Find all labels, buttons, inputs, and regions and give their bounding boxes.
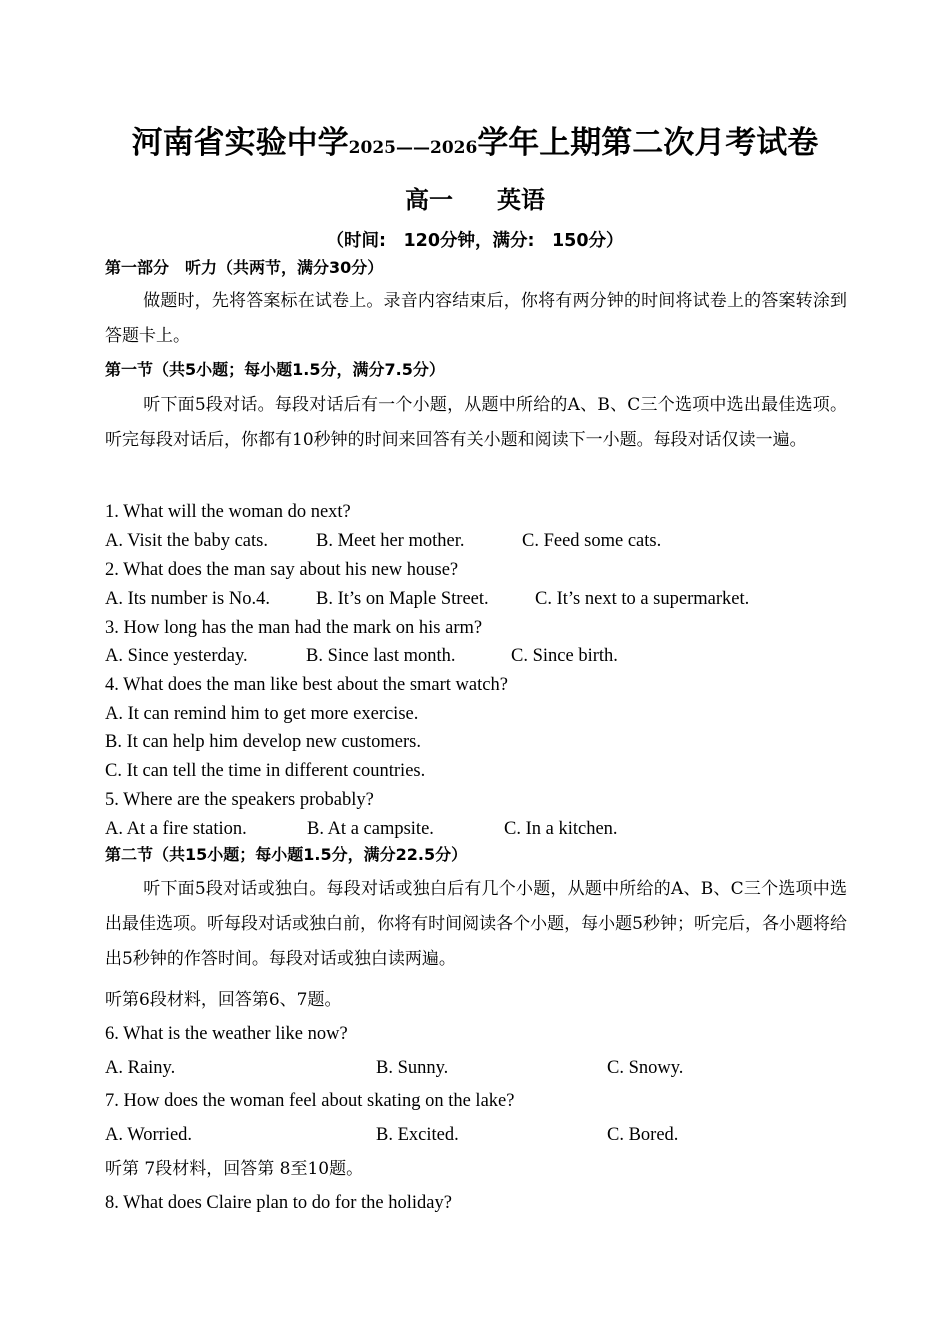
section1-heading: 第一节（共5小题；每小题1.5分，满分7.5分） bbox=[105, 360, 445, 379]
q1-option-b: B. Meet her mother. bbox=[316, 531, 465, 551]
question-1: 1. What will the woman do next? bbox=[105, 502, 351, 522]
q5-option-a: A. At a fire station. bbox=[105, 819, 247, 839]
q3-option-c: C. Since birth. bbox=[511, 646, 618, 666]
time-info: （时间: 120分钟，满分: 150分） bbox=[326, 231, 624, 251]
q3-option-b: B. Since last month. bbox=[306, 646, 456, 666]
question-7: 7. How does the woman feel about skating on the lake? bbox=[105, 1091, 515, 1111]
part1-intro-text: 做题时，先将答案标在试卷上。录音内容结束后，你将有两分钟的时间将试卷上的答案转涂到答题卡上。 bbox=[105, 291, 847, 346]
section2-instructions bbox=[105, 872, 847, 977]
title-school: 河南省实验中学 bbox=[131, 125, 349, 161]
material-7-note: 听第 7段材料，回答第 8至10题。 bbox=[105, 1159, 364, 1179]
section2-heading: 第二节（共15小题；每小题1.5分，满分22.5分） bbox=[105, 845, 468, 864]
q3-option-a: A. Since yesterday. bbox=[105, 646, 248, 666]
q1-option-a: A. Visit the baby cats. bbox=[105, 531, 268, 551]
part1-heading: 第一部分 听力（共两节，满分30分） bbox=[105, 258, 384, 277]
material-6-note: 听第6段材料，回答第6、7题。 bbox=[105, 990, 342, 1010]
q4-option-c: C. It can tell the time in different countries. bbox=[105, 761, 426, 781]
q6-option-c: C. Snowy. bbox=[607, 1058, 684, 1078]
question-6: 6. What is the weather like now? bbox=[105, 1024, 348, 1044]
q7-option-c: C. Bored. bbox=[607, 1125, 679, 1145]
exam-subtitle bbox=[0, 180, 950, 220]
q7-option-a: A. Worried. bbox=[105, 1125, 193, 1145]
exam-title bbox=[0, 120, 950, 171]
q5-option-b: B. At a campsite. bbox=[307, 819, 434, 839]
q6-option-a: A. Rainy. bbox=[105, 1058, 176, 1078]
q2-option-b: B. It’s on Maple Street. bbox=[316, 589, 489, 609]
subject-label: 英语 bbox=[497, 185, 545, 214]
grade-label: 高一 bbox=[405, 185, 453, 214]
q1-option-c: C. Feed some cats. bbox=[522, 531, 662, 551]
question-4: 4. What does the man like best about the smart watch? bbox=[105, 675, 508, 695]
section2-instructions-text: 听下面5段对话或独白。每段对话或独白后有几个小题，从题中所给的A、B、C三个选项中选出最佳选项。听每段对话或独白前，你将有时间阅读各个小题，每小题5秒钟；听完后，各小题将给出5秒钟的作答时间。每段对话或独白读两遍。 bbox=[105, 879, 847, 969]
title-year: 2025——2026 bbox=[348, 138, 478, 158]
question-8: 8. What does Claire plan to do for the holiday? bbox=[105, 1193, 452, 1213]
q4-option-a: A. It can remind him to get more exercise. bbox=[105, 704, 419, 724]
title-term: 学年上期第二次月考试卷 bbox=[477, 125, 819, 161]
question-2: 2. What does the man say about his new house? bbox=[105, 560, 459, 580]
q4-option-b: B. It can help him develop new customers. bbox=[105, 732, 421, 752]
question-5: 5. Where are the speakers probably? bbox=[105, 790, 374, 810]
q6-option-b: B. Sunny. bbox=[376, 1058, 449, 1078]
q7-option-b: B. Excited. bbox=[376, 1125, 459, 1145]
section1-instructions-text: 听下面5段对话。每段对话后有一个小题，从题中所给的A、B、C三个选项中选出最佳选项。听完每段对话后，你都有10秒钟的时间来回答有关小题和阅读下一小题。每段对话仅读一遍。 bbox=[105, 395, 847, 450]
q5-option-c: C. In a kitchen. bbox=[504, 819, 618, 839]
q2-option-a: A. Its number is No.4. bbox=[105, 589, 270, 609]
section1-instructions bbox=[105, 388, 847, 458]
part1-intro bbox=[105, 284, 847, 354]
q2-option-c: C. It’s next to a supermarket. bbox=[535, 589, 750, 609]
question-3: 3. How long has the man had the mark on his arm? bbox=[105, 618, 483, 638]
